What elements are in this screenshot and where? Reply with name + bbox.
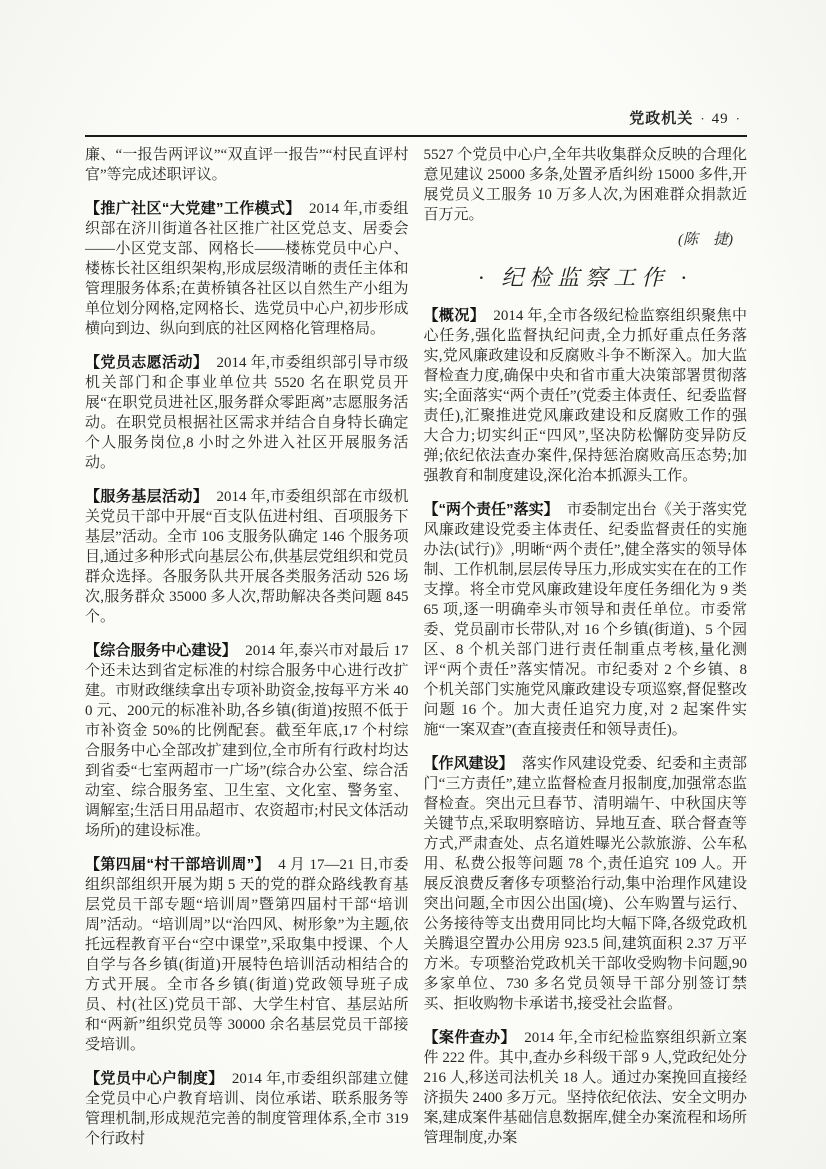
entry-village-cadre-training-week [85, 855, 409, 1055]
entry-title: 【作风建设】 [423, 755, 514, 772]
folio-dot-right: · [735, 111, 740, 126]
entry-title: 【案件查办】 [423, 1029, 516, 1046]
entry-body: 2014 年,市委组织部在市级机关党员干部中开展“百支队伍进村组、百项服务下基层”活动。全市 106 支服务队确定 146 个服务项目,通过多种形式向基层公布,供基层党组织和党员群众选择。各服务队共开展各类服务活动 526 场次,服务群众 35000 多人次,帮助解决各类问题 845 个。 [85, 489, 409, 625]
entry-body: 市委制定出台《关于落实党风廉政建设党委主体责任、纪委监督责任的实施办法(试行)》,明晰“两个责任”,健全落实的领导体制、工作机制,层层传导压力,形成实实在在的工作支撑。将全市党风廉政建设年度任务细化为 9 类 65 项,逐一明确牵头市领导和责任单位。市委常委、党员副市长带队,对 16 个乡镇(街道)、5 个园区、8 个机关部门进行责任制重点考核,量化测评“两个责任”落实情况。市纪委对 2 个乡镇、8 个机关部门实施党风廉政建设专项巡察,督促整改问题 16 个。加大责任追究力度,对 2 起案件实施“一案双查”(查直接责任和领导责任)。 [423, 502, 747, 738]
entry-comprehensive-service-center [85, 641, 409, 841]
right-column [424, 145, 748, 1149]
page-content [85, 110, 747, 1149]
entry-title: 【综合服务中心建设】 [85, 642, 237, 659]
entry-party-member-center-household-system [85, 1069, 409, 1149]
entry-title: 【服务基层活动】 [85, 488, 209, 505]
page-number: 49 [711, 111, 729, 127]
byline-author: (陈 捷) [678, 232, 733, 248]
entry-title: 【推广社区“大党建”工作模式】 [85, 200, 301, 217]
entry-two-responsibilities [424, 500, 748, 740]
entry-party-member-volunteering [85, 353, 409, 473]
entry-title: 【党员中心户制度】 [85, 1070, 224, 1087]
entry-title: 【第四届“村干部培训周”】 [85, 856, 271, 873]
entry-promote-community-party-building [85, 199, 409, 339]
entry-body: 2014 年,市委组织部引导市级机关部门和企事业单位共 5520 名在职党员开展“在职党员进社区,服务群众零距离”志愿服务活动。在职党员根据社区需求并结合自身特长确定个人服务岗位,8 小时之外进入社区开展服务活动。 [85, 355, 409, 471]
entry-body: 4 月 17—21 日,市委组织部组织开展为期 5 天的党的群众路线教育基层党员干部专题“培训周”暨第四届村干部“培训周”活动。“培训周”以“治四风、树形象”为主题,依托远程教育平台“空中课堂”,采取集中授课、个人自学与各乡镇(街道)开展特色培训活动相结合的方式开展。全市各乡镇(街道)党政领导班子成员、村(社区)党员干部、大学生村官、基层站所和“两新”组织党员等 30000 余名基层党员干部接受培训。 [85, 857, 409, 1053]
entry-title: 【“两个责任”落实】 [423, 501, 559, 518]
entry-body: 2014 年,全市纪检监察组织新立案件 222 件。其中,查办乡科级干部 9 人,党政纪处分 216 人,移送司法机关 18 人。通过办案挽回直接经济损失 2400 多万元。坚持依纪依法、安全文明办案,建成案件基础信息数据库,健全办案流程和场所管理制度,办案 [423, 1030, 747, 1146]
entry-body: 2014 年,泰兴市对最后 17 个还未达到省定标准的村综合服务中心进行改扩建。市财政继续拿出专项补助资金,按每平方米 400 元、200元的标准补助,各乡镇(街道)按照不低于市补资金 50%的比例配套。截至年底,17 个村综合服务中心全部改扩建到位,全市所有行政村均达到省委“七室两超市一广场”(综合办公室、综合活动室、综合服务室、卫生室、文化室、警务室、调解室;生活日用品超市、农资超市;村民文体活动场所)的建设标准。 [85, 643, 409, 839]
running-head-section-title: 党政机关 [629, 110, 694, 127]
entry-case-investigation [424, 1028, 748, 1148]
running-head [85, 110, 747, 137]
entry-grassroots-service-activities [85, 487, 409, 627]
entry-body: 2014 年,全市各级纪检监察组织聚焦中心任务,强化监督执纪问责,全力抓好重点任务落实,党风廉政建设和反腐败斗争不断深入。加大监督检查力度,确保中央和省市重大决策部署贯彻落实;全面落实“两个责任”(党委主体责任、纪委监督责任),汇聚推进党风廉政建设和反腐败工作的强大合力;切实纠正“四风”,坚决防松懈防变异防反弹;依纪依法查办案件,保持惩治腐败高压态势;加强教育和制度建设,深化治本抓源头工作。 [423, 308, 747, 484]
section-heading-discipline-inspection: · 纪检监察工作 · [478, 265, 693, 290]
two-column-text [85, 145, 747, 1149]
entry-body: 2014 年,市委组织部建立健全党员中心户教育培训、岗位承诺、联系服务等管理机制,形成规范完善的制度管理体系,全市 319 个行政村 [85, 1071, 409, 1147]
continuation-paragraph: 5527 个党员中心户,全年共收集群众反映的合理化意见建议 25000 多条,处置矛盾纠纷 15000 多件,开展党员义工服务 10 万多人次,为困难群众捐款近百万元。 [423, 147, 747, 223]
entry-body: 2014 年,市委组织部在济川街道各社区推广社区党总支、居委会——小区党支部、网格长——楼栋党员中心户、楼栋长社区组织架构,形成层级清晰的责任主体和管理服务体系;在黄桥镇各社区以自然生产小组为单位划分网格,定网格长、选党员中心户,初步形成横向到边、纵向到底的社区网格化管理格局。 [85, 201, 409, 337]
continuation-paragraph: 廉、“一报告两评议”“双直评一报告”“村民直评村官”等完成述职评议。 [85, 147, 409, 183]
entry-title: 【概况】 [423, 307, 486, 324]
folio-dot-left: · [700, 111, 705, 126]
entry-title: 【党员志愿活动】 [85, 354, 209, 371]
entry-overview [424, 306, 748, 486]
entry-work-style-building [424, 754, 748, 1014]
entry-body: 落实作风建设党委、纪委和主责部门“三方责任”,建立监督检查月报制度,加强常态监督检查。突出元旦春节、清明端午、中秋国庆等关键节点,采取明察暗访、异地互查、联合督查等方式,严肃查处、点名道姓曝光公款旅游、公车私用、私费公报等问题 78 个,责任追究 109 人。开展反浪费反奢侈专项整治行动,集中治理作风建设突出问题,全市因公出国(境)、公车购置与运行、公务接待等支出费用同比均大幅下降,各级党政机关腾退空置办公用房 923.5 间,建筑面积 2.37 万平方米。专项整治党政机关干部收受购物卡问题,90 多家单位、730 多名党员领导干部分别签订禁买、拒收购物卡承诺书,接受社会监督。 [423, 756, 747, 1012]
left-column [85, 145, 409, 1149]
